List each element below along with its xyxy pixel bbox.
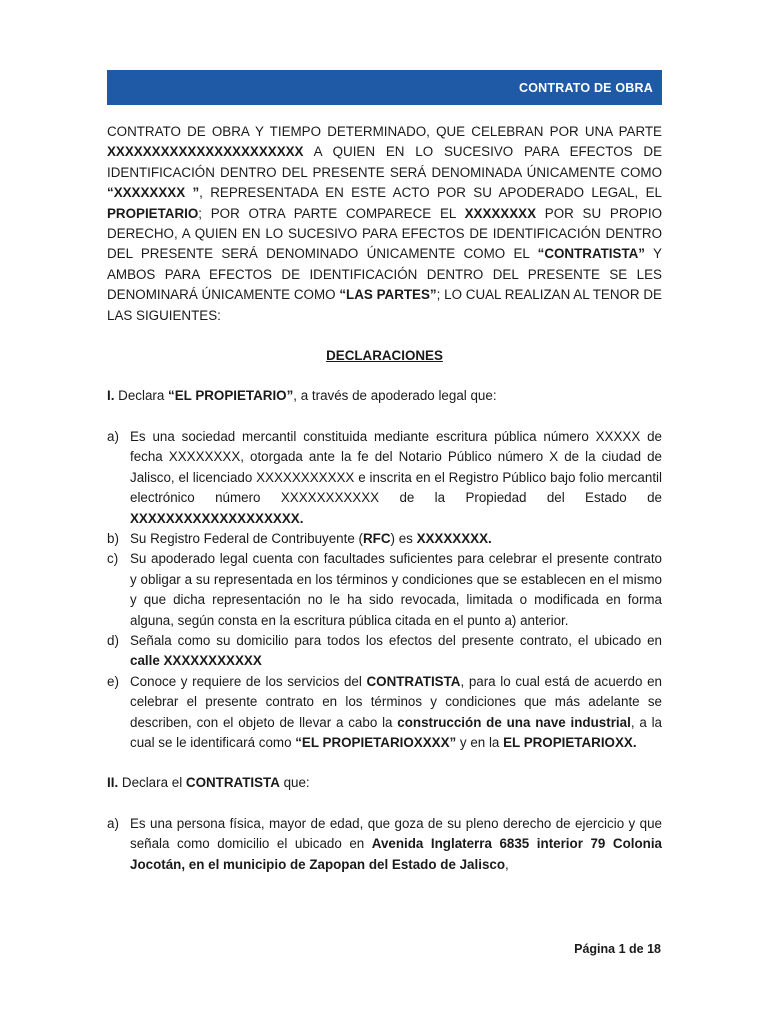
page-footer [574, 942, 661, 956]
item-text: y en la [456, 734, 504, 750]
intro-paragraph [107, 122, 662, 326]
list-marker: a) [107, 815, 119, 831]
section-number: I. [107, 388, 115, 404]
list-item [107, 631, 662, 672]
footer-page-total: 18 [647, 942, 661, 956]
item-bold: CONTRATISTA [366, 673, 461, 689]
section2-list [107, 814, 662, 875]
footer-of-label: de [625, 942, 648, 956]
item-text: Su apoderado legal cuenta con facultades suficientes para celebrar el presente contrato y obligar a su representada en los términos y condiciones que se establecen en el mismo y que dicha representación no le ha sido revocada, limitada o modificada en forma alguna, según consta en la escritura pública citada en el punto a) anterior. [130, 551, 662, 628]
section2-heading [107, 773, 662, 793]
intro-bold: PROPIETARIO [107, 205, 199, 221]
declaraciones-heading: DECLARACIONES [326, 348, 443, 364]
section1-heading [107, 386, 662, 406]
item-text: , para lo cual está de acuerdo en celebrar el presente contrato en los términos y condiciones que más adelante se describen, con el objeto de llevar a cabo la [130, 673, 662, 730]
section-text: , a través de apoderado legal que: [293, 388, 497, 404]
intro-text: , REPRESENTADA EN ESTE ACTO POR SU APODERADO LEGAL, EL [199, 185, 662, 201]
footer-page-current: 1 [618, 942, 626, 956]
intro-text: A QUIEN EN LO SUCESIVO PARA EFECTOS DE IDENTIFICACIÓN DENTRO DEL PRESENTE SERÁ DENOMINADA ÚNICAMENTE COMO [107, 144, 662, 180]
item-text: Señala como su domicilio para todos los efectos del presente contrato, el ubicado en [130, 632, 662, 648]
intro-bold: XXXXXXXX [464, 205, 537, 221]
item-text: Es una sociedad mercantil constituida mediante escritura pública número XXXXX de fecha XXXXXXXX, otorgada ante la fe del Notario Público número X de la ciudad de Jalisco, el licenciado XXXXXXXXXXX e inscrita en el Registro Público bajo folio mercantil electrónico número XXXXXXXXXXX de la Propiedad del Estado de [130, 428, 662, 506]
section1-list [107, 427, 662, 754]
list-item [107, 427, 662, 529]
section-bold: CONTRATISTA [185, 775, 280, 791]
section-number: II. [107, 775, 119, 791]
footer-page-label: Página [574, 942, 619, 956]
document-body [107, 122, 662, 875]
item-bold: “EL PROPIETARIOXXXX” [295, 734, 457, 750]
item-bold: XXXXXXXXXXXXXXXXXXX. [130, 510, 304, 526]
item-bold: XXXXXXXX. [416, 530, 492, 546]
item-text: Su Registro Federal de Contribuyente ( [130, 530, 363, 546]
item-bold: EL PROPIETARIOXX. [503, 734, 637, 750]
intro-bold: XXXXXXXXXXXXXXXXXXXXXX [107, 144, 304, 160]
item-text: ) es [390, 530, 417, 546]
item-text: Conoce y requiere de los servicios del [130, 673, 367, 689]
intro-bold: “XXXXXXXX ” [107, 185, 200, 201]
list-item [107, 672, 662, 754]
section-text: que: [279, 775, 310, 791]
list-marker: a) [107, 428, 119, 444]
intro-text: ; LO CUAL REALIZAN AL TENOR DE LAS SIGUIENTES: [107, 287, 662, 323]
section-text: Declara [114, 388, 169, 404]
list-marker: b) [107, 530, 119, 546]
list-marker: d) [107, 632, 119, 648]
intro-text: CONTRATO DE OBRA Y TIEMPO DETERMINADO, QUE CELEBRAN POR UNA PARTE [107, 124, 662, 139]
header-bar [107, 70, 662, 105]
item-bold: Avenida Inglaterra 6835 interior 79 Colonia Jocotán, en el municipio de Zapopan del Estado de Jalisco [130, 836, 662, 872]
header-title: CONTRATO DE OBRA [519, 80, 653, 95]
item-text: , a la cual se le identificará como [130, 714, 663, 750]
item-bold: calle XXXXXXXXXXX [130, 653, 262, 669]
item-bold: construcción de una nave industrial [397, 714, 631, 730]
intro-text: POR SU PROPIO DERECHO, A QUIEN EN LO SUCESIVO PARA EFECTOS DE IDENTIFICACIÓN DENTRO DEL PRESENTE SERÁ DENOMINADO ÚNICAMENTE COMO EL [107, 205, 662, 262]
intro-text: ; POR OTRA PARTE COMPARECE EL [198, 205, 465, 221]
item-bold: RFC [362, 530, 391, 546]
list-item [107, 814, 662, 875]
section-bold: “EL PROPIETARIO” [168, 388, 294, 404]
list-item [107, 549, 662, 631]
list-marker: c) [107, 551, 119, 567]
item-text: Es una persona física, mayor de edad, que goza de su pleno derecho de ejercicio y que señala como domicilio el ubicado en [130, 815, 662, 852]
intro-text: Y AMBOS PARA EFECTOS DE IDENTIFICACIÓN DENTRO DEL PRESENTE SE LES DENOMINARÁ ÚNICAMENTE COMO [107, 246, 662, 303]
list-item [107, 529, 662, 549]
intro-bold: “CONTRATISTA” [537, 246, 645, 262]
section-text: Declara el [118, 775, 186, 791]
item-text: , [505, 856, 509, 872]
list-marker: e) [107, 673, 119, 689]
intro-bold: “LAS PARTES” [339, 287, 437, 303]
